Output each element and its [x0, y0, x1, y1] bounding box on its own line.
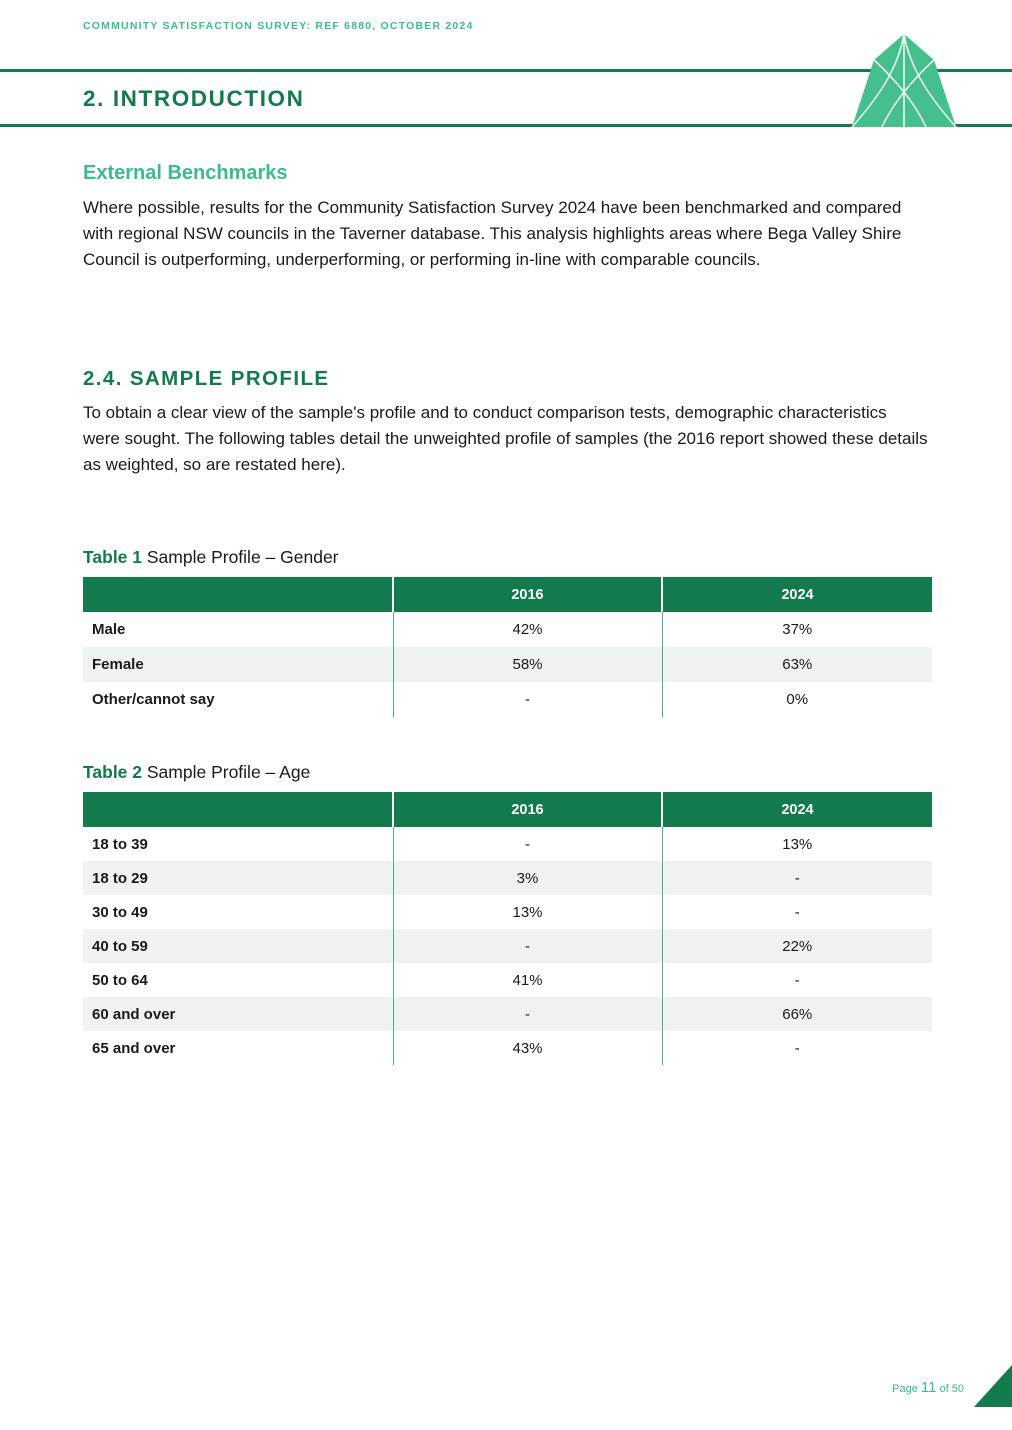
corner-triangle-icon — [974, 1365, 1012, 1407]
column-header: 2024 — [662, 792, 932, 827]
cell-2016: 42% — [393, 612, 662, 647]
row-label: Male — [92, 621, 126, 638]
table1-caption-label: Table 1 — [83, 547, 143, 567]
table2-caption — [83, 762, 310, 783]
row-label: 65 and over — [92, 1039, 176, 1057]
cell-2016: 13% — [393, 895, 662, 929]
cell-2024: 66% — [662, 997, 932, 1031]
table-row — [83, 963, 932, 997]
row-label: Female — [83, 647, 393, 682]
table-row — [83, 895, 932, 929]
cell-2024: - — [662, 963, 932, 997]
row-label: Other/cannot say — [92, 691, 215, 708]
cell-2016: 41% — [393, 963, 662, 997]
cell-2024: 37% — [662, 612, 932, 647]
cell-2016: 43% — [393, 1031, 662, 1065]
external-benchmarks-title: External Benchmarks — [83, 162, 288, 184]
cell-2016: - — [393, 682, 662, 717]
cell-2016: - — [393, 827, 662, 861]
table-row — [83, 612, 932, 647]
running-header: COMMUNITY SATISFACTION SURVEY: REF 6880, OCTOBER 2024 — [83, 20, 474, 32]
table-row — [83, 647, 932, 682]
row-label: 30 to 49 — [92, 903, 148, 921]
cell-2016: - — [393, 929, 662, 963]
table-row — [83, 682, 932, 717]
table-row — [83, 997, 932, 1031]
row-label: 18 to 29 — [83, 861, 393, 895]
page-footer — [892, 1379, 964, 1396]
cell-2024: - — [662, 861, 932, 895]
row-label: 18 to 39 — [92, 835, 148, 853]
cell-2024: 0% — [662, 682, 932, 717]
page-number: 11 — [920, 1379, 937, 1396]
sample-profile-paragraph: To obtain a clear view of the sample's profile and to conduct comparison tests, demographic characteristics were sought. The following tables detail the unweighted profile of samples (the 2016 report showed these details as weighted, so are restated here). — [83, 403, 928, 474]
cell-2016: 3% — [393, 861, 662, 895]
table-header-row — [83, 577, 932, 612]
page-prefix: Page — [892, 1383, 921, 1395]
cell-2016: - — [393, 997, 662, 1031]
table1-caption — [83, 547, 339, 568]
row-label: 40 to 59 — [83, 929, 393, 963]
cell-2024: 13% — [662, 827, 932, 861]
cell-2024: 63% — [662, 647, 932, 682]
table-header-row — [83, 792, 932, 827]
mountain-logo-icon — [846, 30, 961, 130]
cell-2016: 58% — [393, 647, 662, 682]
cell-2024: - — [662, 1031, 932, 1065]
table1-caption-text: Sample Profile – Gender — [142, 547, 339, 567]
row-label: 50 to 64 — [92, 971, 148, 989]
table-row — [83, 861, 932, 895]
table2-caption-text: Sample Profile – Age — [142, 762, 311, 782]
gender-table — [83, 577, 932, 717]
age-table — [83, 792, 932, 1065]
sample-profile-heading: 2.4. SAMPLE PROFILE — [83, 367, 330, 390]
column-header — [83, 792, 393, 827]
table-row — [83, 929, 932, 963]
column-header: 2024 — [662, 577, 932, 612]
page-suffix: of 50 — [936, 1383, 964, 1395]
row-label: 60 and over — [83, 997, 393, 1031]
table2-caption-label: Table 2 — [83, 762, 143, 782]
cell-2024: 22% — [662, 929, 932, 963]
column-header: 2016 — [393, 792, 662, 827]
table-row — [83, 1031, 932, 1065]
table-row — [83, 827, 932, 861]
benchmarks-paragraph: Where possible, results for the Community Satisfaction Survey 2024 have been benchmarked and compared with regional NSW councils in the Taverner database. This analysis highlights areas where Bega Valley Shire Council is outperforming, underperforming, or performing in-line with comparable councils. — [83, 198, 902, 269]
column-header — [83, 577, 393, 612]
cell-2024: - — [662, 895, 932, 929]
column-header: 2016 — [393, 577, 662, 612]
chapter-title: 2. INTRODUCTION — [83, 86, 305, 111]
